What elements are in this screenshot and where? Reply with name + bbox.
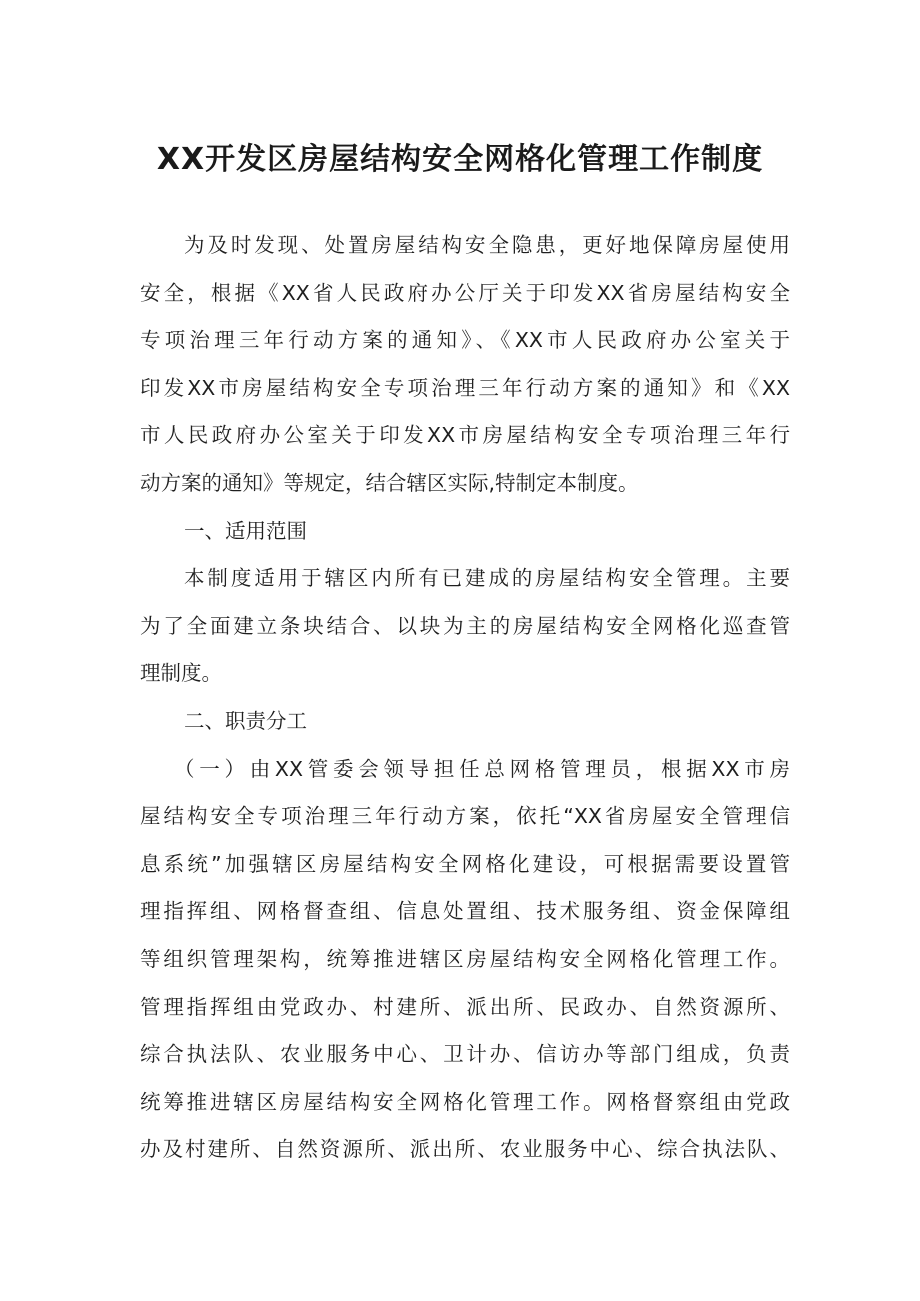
paragraph-1-line-3: 专项治理三年行动方案的通知》、《XX市人民政府办公室关于 (140, 328, 790, 353)
paragraph-1-line-5: 市人民政府办公室关于印发XX市房屋结构安全专项治理三年行 (140, 423, 790, 448)
document-title: XX开发区房屋结构安全网格化管理工作制度 (156, 142, 764, 177)
document-body (140, 222, 790, 1174)
paragraph-3-line-8: 统筹推进辖区房屋结构安全网格化管理工作。网格督察组由党政 (140, 1089, 790, 1114)
paragraph-3-line-3: 息系统”加强辖区房屋结构安全网格化建设，可根据需要设置管 (140, 851, 790, 876)
paragraph-3-line-7: 综合执法队、农业服务中心、卫计办、信访办等部门组成，负责 (140, 1042, 790, 1067)
section-heading-scope: 一、适用范围 (184, 518, 307, 543)
paragraph-2-line-1: 本制度适用于辖区内所有已建成的房屋结构安全管理。主要 (184, 566, 790, 591)
paragraph-1-line-4: 印发XX市房屋结构安全专项治理三年行动方案的通知》和《XX (140, 375, 790, 400)
paragraph-3-line-4: 理指挥组、网格督查组、信息处置组、技术服务组、资金保障组 (140, 899, 790, 924)
paragraph-2-line-3: 理制度。 (140, 661, 222, 686)
paragraph-1-line-6: 动方案的通知》等规定，结合辖区实际,特制定本制度。 (140, 470, 639, 495)
section-heading-responsibilities: 二、职责分工 (184, 708, 307, 733)
paragraph-2-line-2: 为了全面建立条块结合、以块为主的房屋结构安全网格化巡查管 (140, 613, 790, 638)
paragraph-3-line-2: 屋结构安全专项治理三年行动方案，依托“XX省房屋安全管理信 (140, 804, 790, 829)
paragraph-3-line-1: （一）由XX管委会领导担任总网格管理员，根据XX市房 (174, 756, 790, 781)
paragraph-1-line-2: 安全，根据《XX省人民政府办公厅关于印发XX省房屋结构安全 (140, 280, 790, 305)
paragraph-3-line-9: 办及村建所、自然资源所、派出所、农业服务中心、综合执法队、 (140, 1137, 790, 1162)
paragraph-3-line-6: 管理指挥组由党政办、村建所、派出所、民政办、自然资源所、 (140, 994, 790, 1019)
paragraph-3-line-5: 等组织管理架构，统筹推进辖区房屋结构安全网格化管理工作。 (140, 946, 790, 971)
paragraph-1-line-1: 为及时发现、处置房屋结构安全隐患，更好地保障房屋使用 (184, 233, 790, 257)
